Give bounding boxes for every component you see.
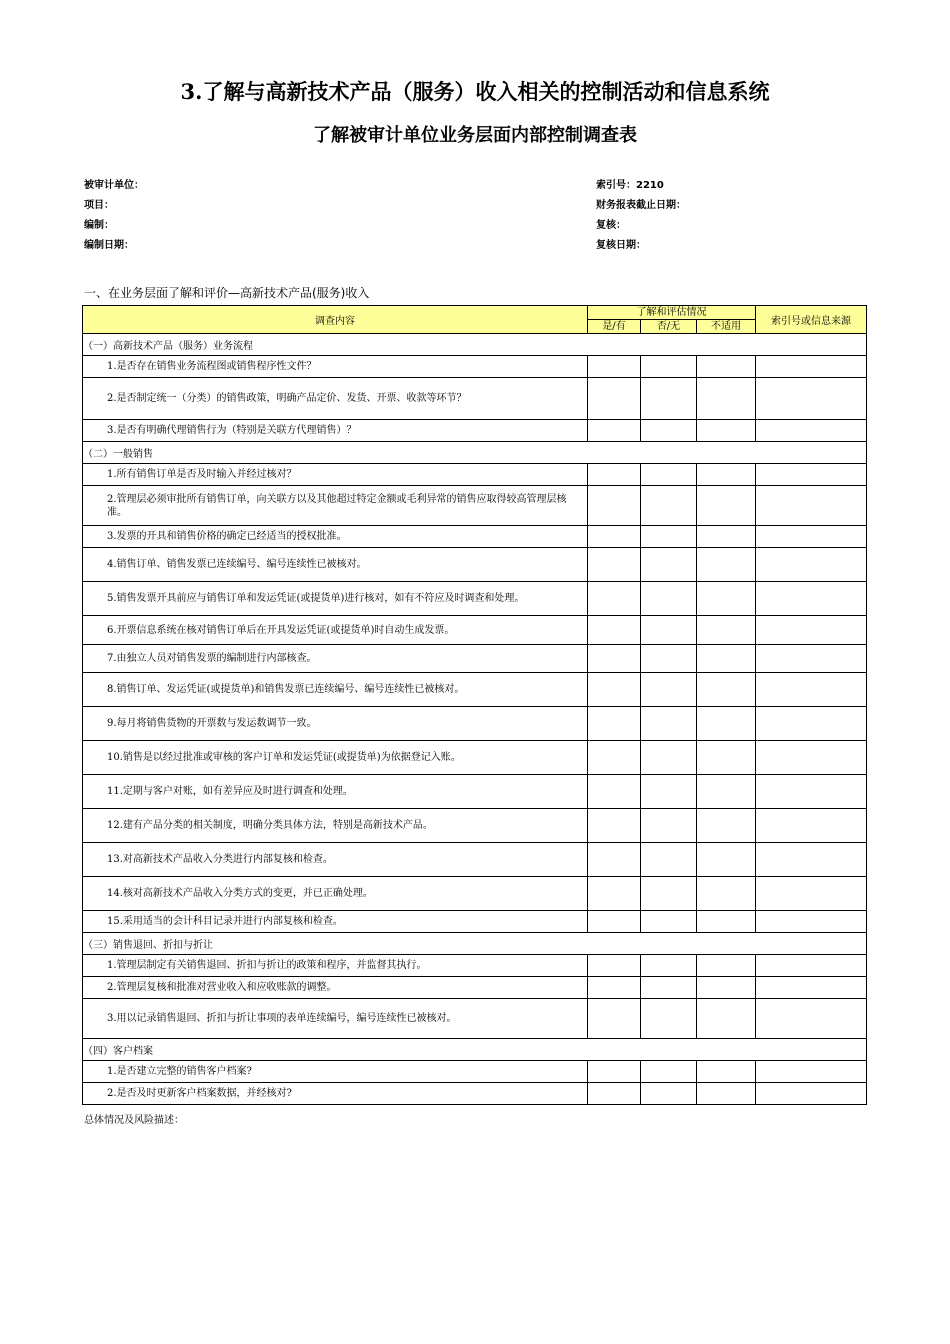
category-label: （三）销售退回、折扣与折让: [83, 933, 867, 955]
source-cell[interactable]: [756, 775, 867, 809]
answer-yes-cell[interactable]: [588, 420, 641, 442]
question-text: 2.是否及时更新客户档案数据，并经核对?: [83, 1083, 588, 1105]
answer-na-cell[interactable]: [697, 616, 756, 645]
table-row: [83, 616, 867, 645]
source-cell[interactable]: [756, 616, 867, 645]
answer-na-cell[interactable]: [697, 809, 756, 843]
table-row: [83, 1061, 867, 1083]
source-cell[interactable]: [756, 526, 867, 548]
table-row: [83, 977, 867, 999]
meta-report-cutoff-date: 财务报表截止日期：: [596, 200, 686, 211]
table-row: [83, 707, 867, 741]
answer-yes-cell[interactable]: [588, 843, 641, 877]
answer-na-cell[interactable]: [697, 1083, 756, 1105]
meta-reviewed-by: 复核：: [596, 220, 626, 231]
answer-na-cell[interactable]: [697, 999, 756, 1039]
answer-yes-cell[interactable]: [588, 526, 641, 548]
answer-no-cell[interactable]: [641, 548, 697, 582]
answer-no-cell[interactable]: [641, 955, 697, 977]
header-source: 索引号或信息来源: [756, 306, 867, 334]
answer-no-cell[interactable]: [641, 356, 697, 378]
answer-yes-cell[interactable]: [588, 645, 641, 673]
meta-index-number: 索引号：2210: [596, 180, 664, 191]
answer-na-cell[interactable]: [697, 911, 756, 933]
category-row: [83, 334, 867, 356]
answer-no-cell[interactable]: [641, 378, 697, 420]
control-survey-table: [82, 305, 867, 1105]
category-row: [83, 442, 867, 464]
question-text: 8.销售订单、发运凭证(或提货单)和销售发票已连续编号、编号连续性已被核对。: [83, 673, 588, 707]
answer-yes-cell[interactable]: [588, 378, 641, 420]
table-row: [83, 420, 867, 442]
question-text: 14.核对高新技术产品收入分类方式的变更，并已正确处理。: [83, 877, 588, 911]
header-yes: 是/有: [588, 320, 641, 334]
source-cell[interactable]: [756, 1061, 867, 1083]
answer-na-cell[interactable]: [697, 548, 756, 582]
answer-yes-cell[interactable]: [588, 707, 641, 741]
question-text: 3.发票的开具和销售价格的确定已经适当的授权批准。: [83, 526, 588, 548]
source-cell[interactable]: [756, 911, 867, 933]
meta-prepared-by: 编制：: [84, 220, 114, 231]
source-cell[interactable]: [756, 877, 867, 911]
source-cell[interactable]: [756, 378, 867, 420]
question-text: 5.销售发票开具前应与销售订单和发运凭证(或提货单)进行核对，如有不符应及时调查和处理。: [83, 582, 588, 616]
source-cell[interactable]: [756, 464, 867, 486]
document-subtitle: 了解被审计单位业务层面内部控制调查表: [313, 125, 637, 146]
source-cell[interactable]: [756, 955, 867, 977]
table-row: [83, 1083, 867, 1105]
answer-yes-cell[interactable]: [588, 673, 641, 707]
answer-no-cell[interactable]: [641, 877, 697, 911]
answer-na-cell[interactable]: [697, 673, 756, 707]
answer-yes-cell[interactable]: [588, 1061, 641, 1083]
header-assessment: 了解和评估情况: [588, 306, 756, 320]
answer-no-cell[interactable]: [641, 809, 697, 843]
table-row: [83, 673, 867, 707]
table-row: [83, 464, 867, 486]
answer-no-cell[interactable]: [641, 911, 697, 933]
survey-table-body: [83, 334, 867, 1105]
answer-na-cell[interactable]: [697, 582, 756, 616]
answer-yes-cell[interactable]: [588, 486, 641, 526]
question-text: 2.是否制定统一（分类）的销售政策，明确产品定价、发货、开票、收款等环节？: [83, 378, 588, 420]
answer-na-cell[interactable]: [697, 1061, 756, 1083]
header-na: 不适用: [697, 320, 756, 334]
answer-no-cell[interactable]: [641, 526, 697, 548]
answer-yes-cell[interactable]: [588, 911, 641, 933]
table-row: [83, 809, 867, 843]
source-cell[interactable]: [756, 548, 867, 582]
source-cell[interactable]: [756, 486, 867, 526]
meta-left-block: [84, 176, 144, 256]
answer-yes-cell[interactable]: [588, 955, 641, 977]
answer-yes-cell[interactable]: [588, 877, 641, 911]
answer-no-cell[interactable]: [641, 616, 697, 645]
question-text: 1.是否建立完整的销售客户档案?: [83, 1061, 588, 1083]
category-label: （四）客户档案: [83, 1039, 867, 1061]
answer-yes-cell[interactable]: [588, 1083, 641, 1105]
source-cell[interactable]: [756, 843, 867, 877]
answer-yes-cell[interactable]: [588, 582, 641, 616]
answer-yes-cell[interactable]: [588, 775, 641, 809]
answer-yes-cell[interactable]: [588, 464, 641, 486]
category-label: （一）高新技术产品（服务）业务流程: [83, 334, 867, 356]
answer-yes-cell[interactable]: [588, 809, 641, 843]
answer-yes-cell[interactable]: [588, 741, 641, 775]
answer-no-cell[interactable]: [641, 843, 697, 877]
question-text: 3.是否有明确代理销售行为（特别是关联方代理销售）？: [83, 420, 588, 442]
question-text: 3.用以记录销售退回、折扣与折让事项的表单连续编号，编号连续性已被核对。: [83, 999, 588, 1039]
table-row: [83, 582, 867, 616]
table-row: [83, 999, 867, 1039]
answer-na-cell[interactable]: [697, 356, 756, 378]
question-text: 13.对高新技术产品收入分类进行内部复核和检查。: [83, 843, 588, 877]
answer-no-cell[interactable]: [641, 1083, 697, 1105]
question-text: 1.管理层制定有关销售退回、折扣与折让的政策和程序，并监督其执行。: [83, 955, 588, 977]
table-row: [83, 548, 867, 582]
answer-na-cell[interactable]: [697, 486, 756, 526]
source-cell[interactable]: [756, 582, 867, 616]
source-cell[interactable]: [756, 1083, 867, 1105]
table-row: [83, 843, 867, 877]
answer-yes-cell[interactable]: [588, 616, 641, 645]
answer-yes-cell[interactable]: [588, 356, 641, 378]
table-row: [83, 486, 867, 526]
source-cell[interactable]: [756, 645, 867, 673]
question-text: 9.每月将销售货物的开票数与发运数调节一致。: [83, 707, 588, 741]
answer-na-cell[interactable]: [697, 420, 756, 442]
answer-na-cell[interactable]: [697, 378, 756, 420]
answer-no-cell[interactable]: [641, 673, 697, 707]
meta-prepared-date: 编制日期：: [84, 240, 134, 251]
category-label: （二）一般销售: [83, 442, 867, 464]
question-text: 12.建有产品分类的相关制度，明确分类具体方法，特别是高新技术产品。: [83, 809, 588, 843]
question-text: 2.管理层必须审批所有销售订单，向关联方以及其他超过特定金额或毛利异常的销售应取得较高管理层核准。: [83, 486, 588, 526]
question-text: 15.采用适当的会计科目记录并进行内部复核和检查。: [83, 911, 588, 933]
answer-no-cell[interactable]: [641, 582, 697, 616]
question-text: 7.由独立人员对销售发票的编制进行内部核查。: [83, 645, 588, 673]
table-row: [83, 775, 867, 809]
answer-yes-cell[interactable]: [588, 999, 641, 1039]
question-text: 11.定期与客户对账，如有差异应及时进行调查和处理。: [83, 775, 588, 809]
question-text: 10.销售是以经过批准或审核的客户订单和发运凭证(或提货单)为依据登记入账。: [83, 741, 588, 775]
answer-no-cell[interactable]: [641, 486, 697, 526]
answer-no-cell[interactable]: [641, 464, 697, 486]
answer-na-cell[interactable]: [697, 877, 756, 911]
answer-na-cell[interactable]: [697, 977, 756, 999]
section-heading: 一、在业务层面了解和评价—高新技术产品(服务)收入: [84, 286, 370, 300]
table-row: [83, 356, 867, 378]
answer-no-cell[interactable]: [641, 1061, 697, 1083]
answer-na-cell[interactable]: [697, 775, 756, 809]
answer-no-cell[interactable]: [641, 977, 697, 999]
table-row: [83, 955, 867, 977]
source-cell[interactable]: [756, 420, 867, 442]
answer-no-cell[interactable]: [641, 999, 697, 1039]
category-row: [83, 1039, 867, 1061]
meta-review-date: 复核日期：: [596, 240, 646, 251]
answer-na-cell[interactable]: [697, 741, 756, 775]
source-cell[interactable]: [756, 356, 867, 378]
answer-no-cell[interactable]: [641, 645, 697, 673]
document-title: 3.了解与高新技术产品（服务）收入相关的控制活动和信息系统: [180, 79, 770, 104]
answer-na-cell[interactable]: [697, 464, 756, 486]
answer-na-cell[interactable]: [697, 526, 756, 548]
table-row: [83, 741, 867, 775]
source-cell[interactable]: [756, 707, 867, 741]
answer-na-cell[interactable]: [697, 707, 756, 741]
table-row: [83, 378, 867, 420]
table-row: [83, 911, 867, 933]
source-cell[interactable]: [756, 977, 867, 999]
meta-project: 项目：: [84, 200, 114, 211]
question-text: 1.是否存在销售业务流程图或销售程序性文件？: [83, 356, 588, 378]
question-text: 2.管理层复核和批准对营业收入和应收账款的调整。: [83, 977, 588, 999]
answer-na-cell[interactable]: [697, 955, 756, 977]
category-row: [83, 933, 867, 955]
answer-no-cell[interactable]: [641, 775, 697, 809]
source-cell[interactable]: [756, 999, 867, 1039]
table-row: [83, 526, 867, 548]
answer-no-cell[interactable]: [641, 420, 697, 442]
answer-na-cell[interactable]: [697, 843, 756, 877]
answer-na-cell[interactable]: [697, 645, 756, 673]
meta-right-block: [596, 176, 686, 256]
question-text: 1.所有销售订单是否及时输入并经过核对？: [83, 464, 588, 486]
answer-no-cell[interactable]: [641, 707, 697, 741]
question-text: 6.开票信息系统在核对销售订单后在开具发运凭证(或提货单)时自动生成发票。: [83, 616, 588, 645]
source-cell[interactable]: [756, 673, 867, 707]
source-cell[interactable]: [756, 741, 867, 775]
table-row: [83, 877, 867, 911]
answer-yes-cell[interactable]: [588, 977, 641, 999]
overall-risk-description: 总体情况及风险描述：: [84, 1115, 184, 1126]
header-no: 否/无: [641, 320, 697, 334]
header-content: 调查内容: [83, 306, 588, 334]
source-cell[interactable]: [756, 809, 867, 843]
meta-audited-entity: 被审计单位：: [84, 180, 144, 191]
table-row: [83, 645, 867, 673]
answer-yes-cell[interactable]: [588, 548, 641, 582]
answer-no-cell[interactable]: [641, 741, 697, 775]
question-text: 4.销售订单、销售发票已连续编号、编号连续性已被核对。: [83, 548, 588, 582]
